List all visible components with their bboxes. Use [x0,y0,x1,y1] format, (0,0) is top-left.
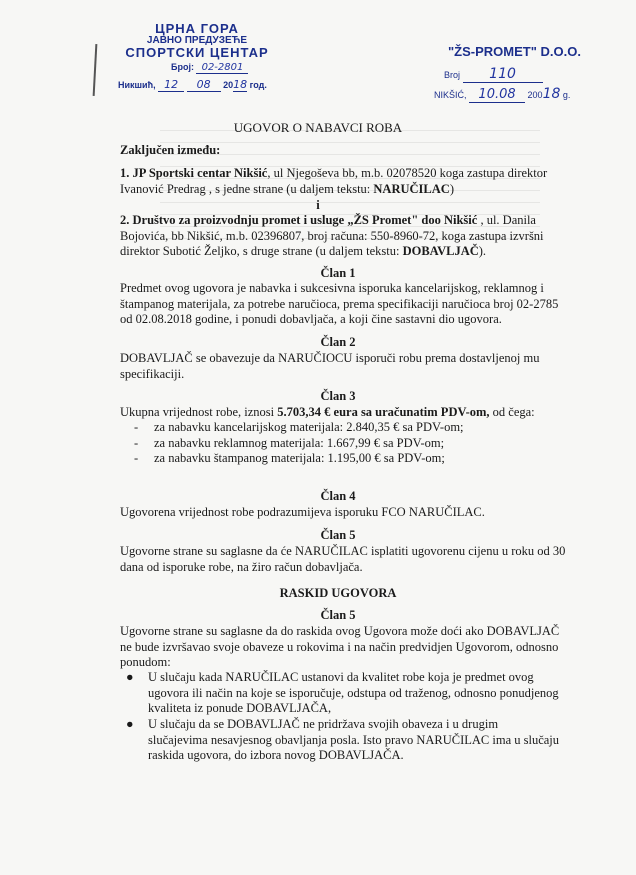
party-1-name: 1. JP Sportski centar Nikšić [120,166,268,180]
bullet-2-line-3: raskida ugovora, do izbora novog DOBAVLJAČA. [148,748,404,762]
registry-stamp-left [116,22,278,96]
stamp-right-year-prefix: 200 [527,90,543,100]
stamp-date-year-suffix: 18 [233,78,248,91]
stamp-right-year-suffix: 18 [542,86,561,102]
stamp-right-year-end: g. [562,90,571,100]
party-2-close-paren: ). [478,244,487,258]
stamp-right-broj-label: Broj [444,70,461,80]
stamp-org-line1: ЦРНА ГОРА [155,21,239,36]
clan-3-title: Član 3 [320,389,356,403]
clan-2-title: Član 2 [320,335,356,349]
registry-stamp-right [434,44,590,102]
clan-2-line-1: DOBAVLJAČ se obavezuje da NARUČIOCU isporuči robu prema dostavljenoj mu [120,351,540,365]
stamp-place-label: Никшић, [118,80,156,90]
party-1-close-paren: ) [449,181,454,196]
and-separator: i [316,198,320,212]
stamp-company-name: "ŽS-PROMET" D.O.O. [448,44,581,59]
stamp-date-day: 12 [158,78,184,92]
clan-3-item-printed-text: za nabavku štampanog materijala: 1.195,00 € sa PDV-om; [154,451,445,465]
clan-3-item-office: - za nabavku kancelarijskog materijala: 2.840,35 € sa PDV-om; [134,420,464,434]
party-2-block [120,213,560,260]
party-2-details: Bojovića, bb Nikšić, m.b. 02396807, broj računa: 550-8960-72, koga zastupa izvršni [120,228,544,243]
stamp-god-label: год. [249,80,267,90]
clan-3-total: 5.703,34 € eura sa uračunatim PDV-om, [277,405,490,419]
bullet-1-line-2: ugovora ili način na koje se isporučuje, odstupa od traženog, odnosno ponudjenog [148,685,559,700]
party-1-representative: Ivanović Predrag , s jedne strane (u daljem tekstu: [120,181,374,196]
bullet-1-line-1: U slučaju kada NARUČILAC ustanovi da kvalitet robe koja je predmet ovog [148,670,534,684]
clan-4-title: Član 4 [320,489,356,503]
party-2-street: , ul. Danila [477,213,536,227]
clan-5-line-2: dana od isporuke robe, na žiro račun dobavljača. [120,559,363,574]
clan-3-item-office-text: za nabavku kancelarijskog materijala: 2.840,35 € sa PDV-om; [154,420,464,434]
clan-5-text [120,544,565,575]
clan-5b-line-3: ponudom: [120,655,171,669]
party-2-name: 2. Društvo za proizvodnju promet i usluge „ŽS Promet" doo Nikšić [120,213,478,227]
raskid-bullet-2 [126,717,559,764]
bullet-icon: ● [126,717,134,731]
document-title: UGOVOR O NABAVCI ROBA [233,120,403,135]
bullet-2-line-1: U slučaju da se DOBAVLJAČ ne pridržava svojih obaveza i u drugim [148,717,499,731]
raskid-bullet-1 [126,670,559,717]
stamp-right-date-row [434,86,570,103]
clan-2-text [120,351,540,382]
clan-1-line-1: Predmet ovog ugovora je nabavka i sukcesivna isporuka kancelarijskog, reklamnog i [120,281,544,295]
clan-5b-line-2: ne bude izvršavao svoje obaveze u rokovima i na način predvidjen Ugovorom, odnosno [120,639,559,654]
clan-5-title: Član 5 [320,528,356,542]
stamp-broj-label: Број: [171,62,194,72]
stamp-org-line3: СПОРТСКИ ЦЕНТАР [125,45,269,60]
stamp-org-line2: ЈАВНО ПРЕДУЗЕЋЕ [146,35,248,46]
stamp-right-place-label: NIKŠIĆ, [434,90,467,100]
stamp-broj-value: 02-2801 [196,62,248,74]
clan-3-item-advertising: - za nabavku reklamnog materijala: 1.667,99 € sa PDV-om; [134,435,445,450]
clan-3-intro [120,405,535,421]
party-1-block [120,166,560,197]
intro-line: Zaključen između: [120,143,221,157]
raskid-section-title: RASKID UGOVORA [279,586,397,600]
bullet-icon: ● [126,670,134,684]
stamp-date-year-prefix: 20 [223,80,234,90]
stamp-date-row [118,78,288,92]
clan-3-intro-text: Ukupna vrijednost robe, iznosi [120,405,278,419]
clan-1-text [120,281,558,328]
clan-1-title: Član 1 [320,266,356,280]
bullet-2-line-2: slučajevima nesavjesnog obavljanja posla. Isto pravo NARUČILAC ima u slučaju [148,732,560,747]
clan-3-item-printed: - za nabavku štampanog materijala: 1.195,00 € sa PDV-om; [134,451,445,465]
clan-3-item-advertising-text: za nabavku reklamnog materijala: 1.667,99 € sa PDV-om; [154,435,445,450]
party-2-role: DOBAVLJAČ [402,244,479,258]
stamp-broj-row [171,62,248,74]
stamp-right-date-value: 10.08 [469,87,525,103]
clan-1-line-3: od 02.08.2018 godine, i ponudi dobavljača, a koji čine sastavni dio ugovora. [120,312,502,326]
margin-pen-mark [93,44,98,96]
clan-1-line-2: štampanog materijala, za potrebe naručioca, prema specifikaciji naručioca broj 02-2785 [120,296,559,311]
stamp-right-broj-row [444,66,543,83]
clan-5b-title: Član 5 [320,608,356,622]
stamp-date-month: 08 [187,78,221,92]
bullet-1-line-3: kvaliteta iz ponude DOBAVLJAČA, [148,701,332,715]
clan-3-list [134,420,464,467]
stamp-right-broj-value: 110 [463,66,543,83]
clan-5b-text [120,624,559,671]
party-1-role: NARUČILAC [373,181,450,196]
clan-2-line-2: specifikaciji. [120,366,185,381]
party-2-representative: direktor Subotić Željko, s druge strane (u daljem tekstu: [120,244,403,258]
party-1-details: , ul Njegoševa bb, m.b. 02078520 koga zastupa direktor [267,166,548,180]
clan-3-intro-end: od čega: [489,405,535,419]
clan-5-line-1: Ugovorne strane su saglasne da će NARUČILAC isplatiti ugovorenu cijenu u roku od 30 [120,544,566,558]
clan-4-text: Ugovorena vrijednost robe podrazumijeva isporuku FCO NARUČILAC. [120,505,485,519]
clan-5b-line-1: Ugovorne strane su saglasne da do raskida ovog Ugovora može doći ako DOBAVLJAČ [120,624,560,638]
